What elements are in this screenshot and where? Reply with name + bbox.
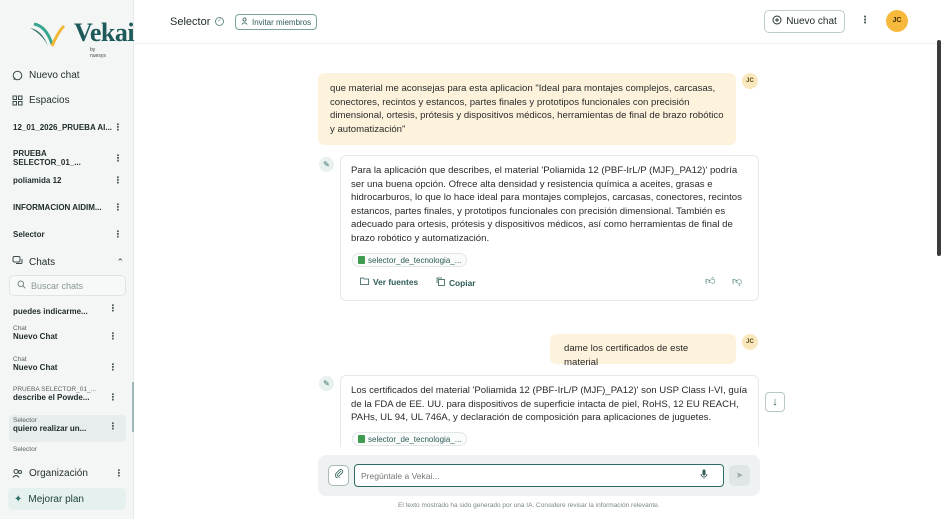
chats-icon: [12, 255, 23, 269]
sidebar: [0, 0, 134, 519]
chats-section-header[interactable]: [12, 255, 124, 269]
chat-search-box[interactable]: [9, 275, 126, 296]
more-options-icon[interactable]: ⋮: [114, 468, 124, 478]
message-input[interactable]: [354, 464, 724, 487]
chat-list-item[interactable]: [9, 446, 126, 458]
top-header: [134, 0, 945, 44]
user-avatar-small: JC: [742, 334, 758, 350]
chat-title: Nuevo Chat: [13, 332, 58, 341]
file-name: selector_de_tecnologia_...: [368, 255, 462, 265]
invite-label: Invitar miembros: [252, 17, 312, 27]
space-item-label: Selector: [13, 230, 45, 239]
brand-sub: by nuesys: [90, 47, 106, 59]
new-chat-nav[interactable]: [12, 70, 80, 81]
sidebar-scrollbar[interactable]: [132, 382, 134, 432]
grid-icon: [12, 95, 23, 106]
view-sources-label: Ver fuentes: [373, 277, 419, 287]
new-chat-button[interactable]: [764, 10, 845, 33]
more-options-icon[interactable]: ⋮: [113, 175, 123, 185]
chat-list-item[interactable]: [9, 325, 126, 351]
copy-icon: [436, 277, 445, 288]
spaces-nav[interactable]: [12, 95, 70, 106]
more-options-icon[interactable]: ⋮: [108, 303, 118, 313]
arrow-down-icon: ↓: [772, 396, 778, 408]
chat-list-item[interactable]: [9, 356, 126, 382]
user-message: dame los certificados de este material: [550, 334, 736, 364]
space-item[interactable]: [13, 230, 123, 239]
space-item[interactable]: [13, 149, 123, 167]
source-file-chip[interactable]: [352, 253, 467, 267]
space-item[interactable]: [13, 123, 123, 132]
more-options-icon[interactable]: ⋮: [108, 362, 118, 372]
chat-bubble-icon: [12, 70, 23, 81]
chat-meta: Chat: [13, 325, 27, 332]
chat-meta: Selector: [13, 446, 37, 453]
logo-wings-icon: [28, 20, 76, 54]
copy-label: Copiar: [449, 277, 476, 288]
more-options-icon[interactable]: ⋮: [113, 229, 123, 239]
add-user-icon: [241, 17, 249, 27]
more-options-icon[interactable]: ⋮: [108, 331, 118, 341]
space-item-label: poliamida 12: [13, 176, 62, 185]
spaces-label: Espacios: [29, 95, 70, 106]
space-item-label: INFORMACION AIDIM...: [13, 203, 102, 212]
new-chat-label: Nuevo chat: [29, 70, 80, 81]
microphone-icon[interactable]: [700, 469, 708, 482]
search-icon: [17, 280, 26, 291]
space-item-label: PRUEBA SELECTOR_01_...: [13, 149, 81, 167]
chat-meta: Selector: [13, 417, 37, 424]
user-avatar-small: JC: [742, 73, 758, 89]
assistant-icon: ✎: [319, 376, 334, 391]
chat-meta: Chat: [13, 356, 27, 363]
new-chat-button-label: Nuevo chat: [786, 16, 837, 27]
verified-icon: ✓: [216, 18, 223, 24]
chats-label: Chats: [29, 256, 56, 268]
chat-list-item[interactable]: [9, 303, 126, 321]
more-options-icon[interactable]: ⋮: [113, 152, 123, 163]
page-title: Selector: [170, 16, 211, 28]
chevron-up-icon[interactable]: ⌃: [116, 256, 124, 267]
assistant-message-text: Para la aplicación que describes, el material 'Poliamida 12 (PBF-IrL/P (MJF)_PA12)' podría ser una buena opción. Ofrece alta densidad y resistencia química a aceites, grasas e hidrocarburos, lo que lo hace ideal para montajes complejos, carcasas, conectores, recintos estancos, partes finales, y prototipos funcionales con precisión dimensional. También es adecuado para ortesis, prótesis y dispositivos médicos, así como herramientas de final de brazo robótico y automatización.: [351, 165, 742, 244]
space-item[interactable]: [13, 203, 123, 212]
more-options-icon[interactable]: ⋮: [108, 392, 118, 402]
scroll-down-button[interactable]: [765, 392, 785, 412]
file-icon: [358, 435, 365, 443]
organization-nav[interactable]: [12, 468, 124, 479]
organization-label: Organización: [29, 468, 88, 479]
source-file-chip[interactable]: [352, 432, 467, 446]
user-message: que material me aconsejas para esta aplicacion "Ideal para montajes complejos, carcasas, conectores, recintos y estancos, partes finales y prototipos funcionales con precisión dimensional, ortesis, prótesis y dispositivos médicos, herramientas de final de brazo robótico y automatización": [318, 73, 736, 145]
search-input[interactable]: Buscar chats: [31, 280, 84, 291]
more-options-icon[interactable]: ⋮: [113, 202, 123, 212]
file-name: selector_de_tecnologia_...: [368, 434, 462, 444]
chat-list-item[interactable]: [9, 386, 126, 412]
file-icon: [358, 256, 365, 264]
main-scrollbar[interactable]: [937, 40, 941, 256]
vekai-logo[interactable]: [28, 18, 135, 59]
sparkle-icon: ✦: [14, 493, 23, 505]
more-options-icon[interactable]: ⋮: [108, 421, 118, 431]
user-avatar[interactable]: JC: [886, 10, 908, 32]
folder-icon: [360, 277, 369, 287]
upgrade-plan-button[interactable]: [8, 488, 126, 510]
chat-list-item-active[interactable]: [9, 415, 126, 442]
space-item-label: 12_01_2026_PRUEBA AI...: [13, 123, 113, 132]
ai-disclaimer: El texto mostrado ha sido generado por una IA. Considere revisar la información relevante.: [398, 502, 660, 509]
chat-title: puedes indicarme...: [13, 307, 88, 316]
chat-title: quiero realizar un...: [13, 424, 87, 433]
space-item[interactable]: [13, 176, 123, 185]
thumbs-up-icon[interactable]: 👍︎: [705, 276, 716, 287]
chat-meta: PRUEBA SELECTOR_01_...: [13, 386, 96, 393]
view-sources-button[interactable]: [360, 277, 418, 287]
brand-name: Vekai: [74, 18, 135, 47]
more-options-icon[interactable]: ⋮: [113, 122, 123, 132]
plus-circle-icon: [772, 15, 782, 28]
composer-bar: [318, 455, 760, 496]
send-icon: ➤: [735, 470, 744, 480]
assistant-icon: ✎: [319, 157, 334, 172]
chat-title: describe el Powde...: [13, 393, 90, 402]
assistant-message-text: Los certificados del material 'Poliamida 12 (PBF-IrL/P (MJF)_PA12)' son USP Class I-VI, guía de la FDA de EE. UU. para dispositivos de superficie intacta de piel, RoHS, 12 EU REACH, PAHs, UL 94, UL 746A, y declaración de composición para aplicaciones de juguetes.: [351, 385, 748, 424]
invite-members-button[interactable]: [235, 14, 317, 30]
copy-button[interactable]: [436, 277, 476, 288]
header-more-icon[interactable]: ⋮: [860, 15, 870, 26]
send-button[interactable]: [729, 465, 750, 486]
users-icon: [12, 468, 23, 479]
chat-title: Nuevo Chat: [13, 363, 58, 372]
upgrade-label: Mejorar plan: [28, 493, 84, 505]
thumbs-down-icon[interactable]: 👎︎: [732, 276, 743, 287]
paperclip-icon: [334, 470, 344, 481]
attach-button[interactable]: [328, 465, 349, 486]
